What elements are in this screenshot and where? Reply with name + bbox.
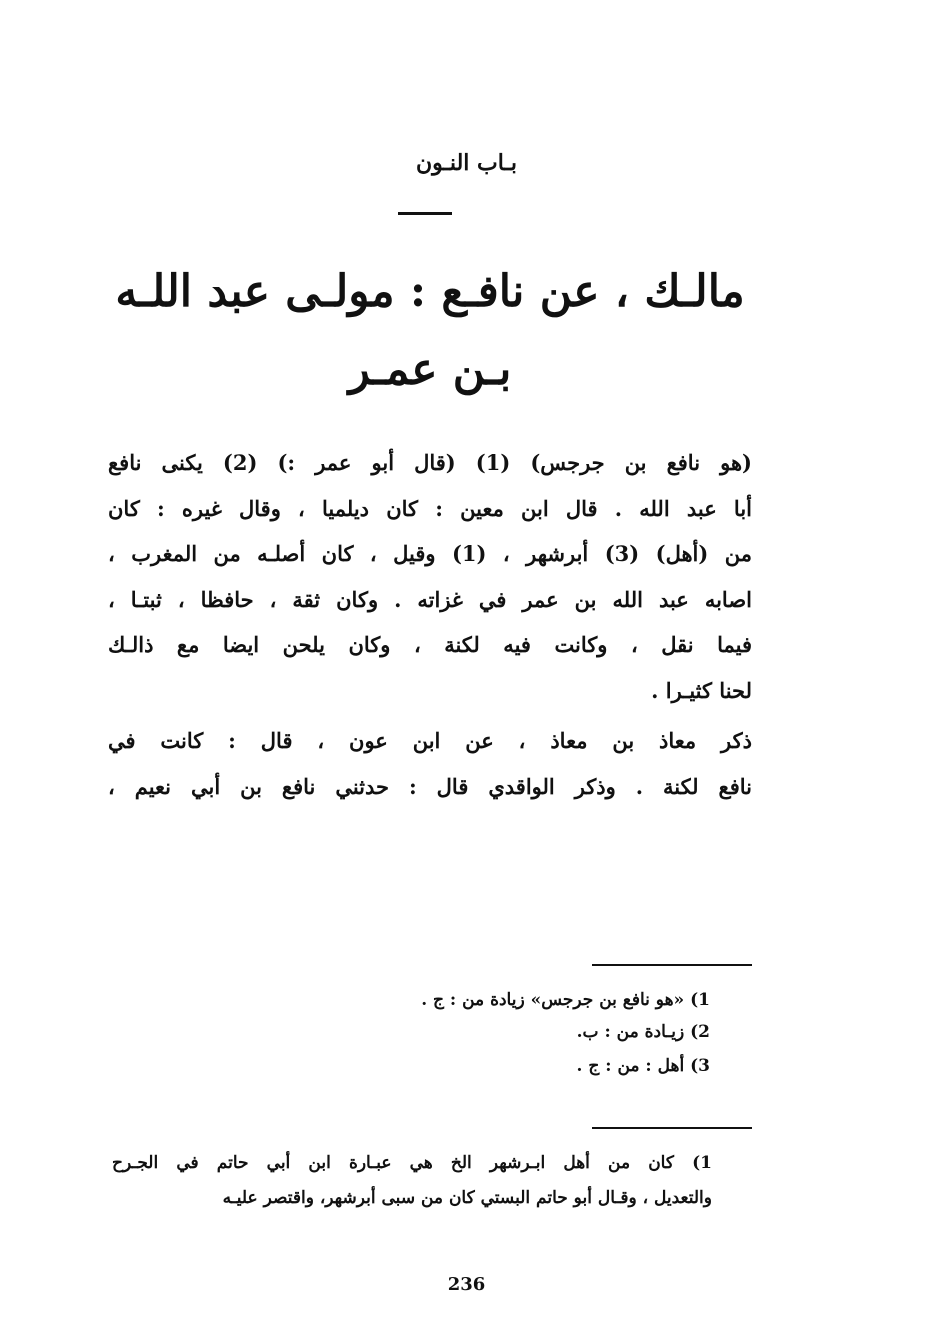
- note-divider: [592, 1127, 752, 1129]
- paragraph-line: اصابه عبد الله بن عمر في غزاته . وكان ثقة ، حافظا ، ثبتـا ،: [108, 586, 752, 612]
- entry-title-line-2: بـن عمـر: [348, 344, 512, 395]
- chapter-heading: بـاب النـون: [415, 150, 518, 176]
- footnote-divider: [592, 964, 752, 966]
- paragraph-line: نافع لكنة . وذكر الواقدي قال : حدثني نافع بن أبي نعيم ،: [108, 773, 752, 799]
- body-paragraph-1: [108, 440, 752, 713]
- note-line: والتعديل ، وقـال أبو حاتم البستي كان من سبى أبرشهر، واقتصر عليـه: [222, 1188, 712, 1208]
- footnote-item: [300, 984, 710, 1017]
- editor-note: [112, 1146, 712, 1216]
- footnote-text: «هو نافع بن جرجس» زيادة من : ج .: [421, 990, 685, 1010]
- paragraph-line: لحنا كثيـرا .: [651, 677, 752, 703]
- footnote-text: أهل : من : ج .: [576, 1056, 685, 1076]
- paragraph-line: (هو نافع بن جرجس) (1) (قال أبو عمر :) (2) يكنى نافع: [108, 450, 752, 475]
- body-paragraph-2: [108, 718, 752, 809]
- paragraph-line: أبا عبد الله . قال ابن معين : كان ديلميا ، وقال غيره : كان: [108, 495, 752, 521]
- note-line: [112, 1146, 712, 1181]
- paragraph-line: من (أهل) (3) أبرشهر ، (1) وقيل ، كان أصلـه من المغرب ،: [108, 541, 752, 566]
- note-text: كان من أهل ابـرشهر الخ هي عبـارة ابن أبي حاتم في الجـرح: [112, 1153, 674, 1173]
- page-number: 236: [447, 1274, 486, 1295]
- paragraph-line: فيما نقل ، وكانت فيه لكنة ، وكان يلحن ايضا مع ذالـك: [108, 632, 752, 657]
- entry-title-line-1: مالـك ، عن نافـع : مولـى عبد اللـه: [115, 266, 745, 317]
- footnote-number: 2): [690, 1022, 710, 1042]
- heading-divider: [398, 212, 452, 215]
- footnote-number: 1): [690, 990, 710, 1010]
- footnote-text: زيـادة من : ب.: [576, 1022, 685, 1042]
- footnote-item: [300, 1016, 710, 1049]
- footnote-item: [300, 1050, 710, 1083]
- paragraph-line: ذكر معاذ بن معاذ ، عن ابن عون ، قال : كانت في: [108, 728, 752, 753]
- note-number: 1): [692, 1153, 712, 1173]
- footnote-number: 3): [690, 1056, 710, 1076]
